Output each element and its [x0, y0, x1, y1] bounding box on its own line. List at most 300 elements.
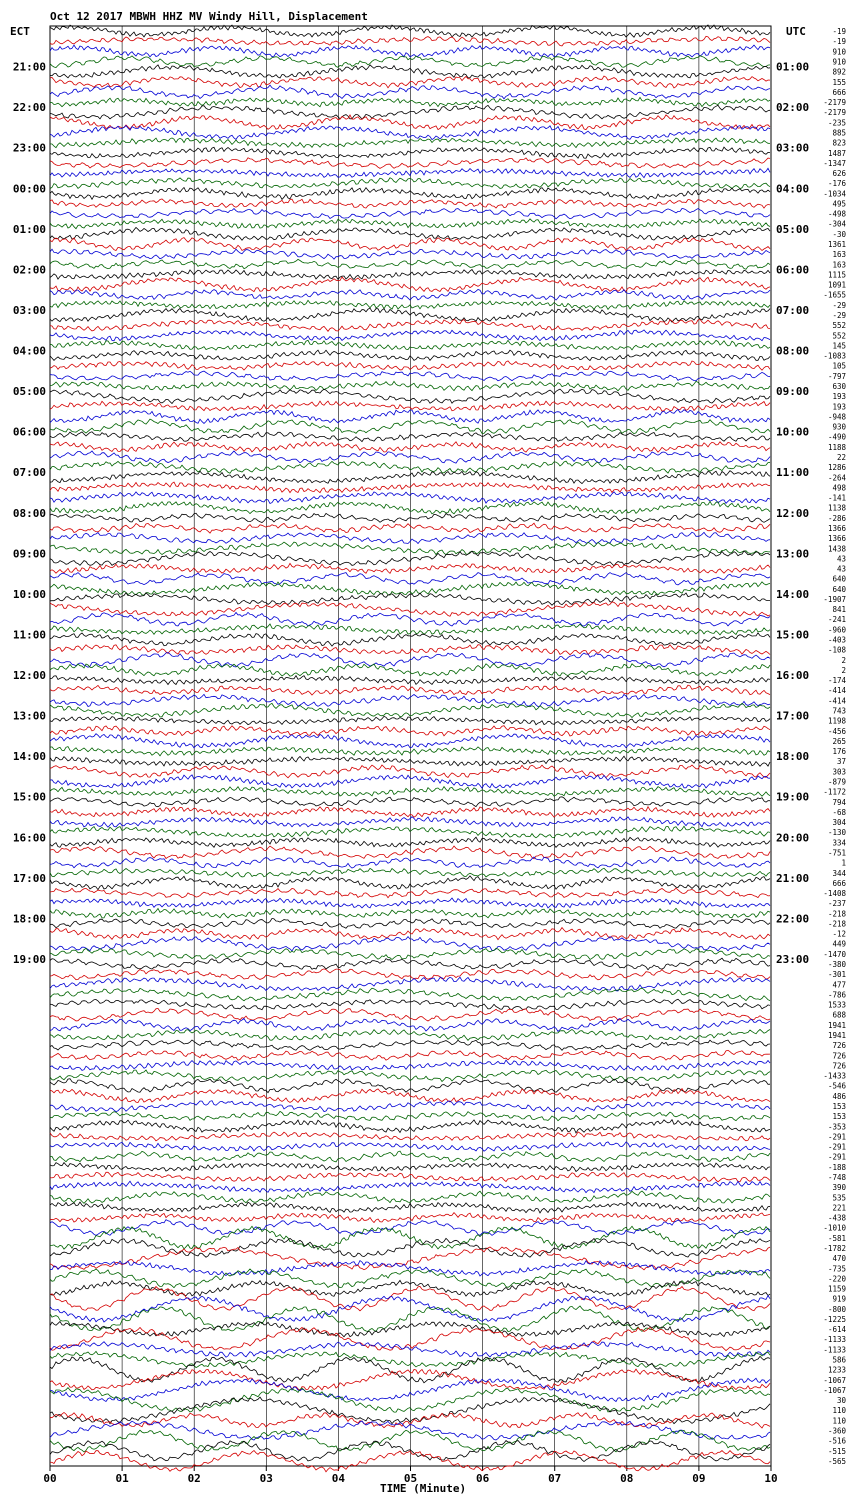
trace-offset-label: 110: [832, 1416, 846, 1426]
x-tick-label: 01: [115, 1472, 129, 1485]
trace-line: [50, 270, 770, 280]
x-tick-label: 07: [548, 1472, 562, 1485]
trace-line: [50, 787, 770, 797]
trace-line: [50, 977, 770, 991]
trace-offset-label: -1782: [823, 1243, 846, 1253]
trace-line: [50, 1397, 770, 1424]
left-hour-label: 08:00: [12, 506, 46, 520]
trace-offset-label: -581: [827, 1233, 846, 1243]
trace-offset-label: -360: [827, 1426, 846, 1436]
trace-offset-label: 630: [832, 382, 846, 391]
trace-offset-label: -301: [827, 970, 846, 980]
right-hour-label: 15:00: [776, 628, 810, 642]
trace-line: [50, 1213, 770, 1223]
trace-offset-label: 930: [832, 422, 846, 432]
trace-offset-label: 43: [836, 564, 846, 574]
trace-offset-label: -220: [827, 1274, 846, 1284]
trace-offset-label: -176: [827, 179, 846, 189]
trace-offset-label: 1366: [827, 523, 846, 533]
trace-offset-label: 495: [832, 199, 846, 209]
trace-line: [50, 361, 770, 370]
trace-offset-label: -546: [827, 1081, 846, 1091]
trace-line: [50, 958, 770, 970]
trace-line: [50, 602, 770, 616]
trace-line: [50, 928, 770, 940]
trace-offset-label: -286: [827, 513, 846, 523]
trace-line: [50, 115, 770, 130]
trace-offset-label: 153: [832, 1112, 846, 1122]
left-timezone-label: ECT: [10, 25, 30, 38]
trace-line: [50, 238, 770, 251]
trace-offset-label: -1347: [823, 158, 846, 168]
trace-offset-label: 265: [832, 736, 846, 746]
trace-offset-label: 193: [832, 392, 846, 402]
left-hour-label: 11:00: [12, 628, 46, 642]
trace-offset-label: 155: [832, 77, 846, 87]
trace-line: [50, 573, 770, 585]
trace-line: [50, 1356, 770, 1382]
x-axis-title: TIME (Minute): [380, 1482, 467, 1495]
trace-line: [50, 826, 770, 838]
trace-line: [50, 492, 770, 504]
trace-line: [50, 876, 770, 890]
trace-offset-label: 726: [832, 1041, 846, 1051]
trace-line: [50, 969, 770, 980]
left-hour-label: 17:00: [12, 871, 46, 885]
trace-line: [50, 1060, 770, 1070]
trace-offset-label: -1034: [823, 189, 846, 199]
trace-line: [50, 178, 770, 189]
trace-offset-label: 22: [836, 452, 846, 462]
left-hour-label: 18:00: [12, 912, 46, 926]
trace-offset-label: -735: [827, 1264, 846, 1274]
trace-line: [50, 126, 770, 140]
trace-offset-label: -241: [827, 615, 846, 625]
trace-line: [50, 501, 770, 513]
trace-line: [50, 308, 770, 322]
trace-line: [50, 1142, 770, 1151]
x-tick-label: 09: [692, 1472, 706, 1485]
trace-offset-label: -235: [827, 118, 846, 128]
trace-line: [50, 837, 770, 847]
trace-offset-label: 1115: [827, 270, 846, 280]
trace-offset-label: -291: [827, 1152, 846, 1162]
trace-offset-label: 153: [832, 1102, 846, 1111]
trace-line: [50, 25, 770, 37]
trace-line: [50, 1120, 770, 1133]
x-tick-label: 08: [620, 1472, 634, 1485]
trace-offset-label: -1408: [823, 889, 846, 899]
trace-offset-label: 726: [832, 1061, 846, 1071]
trace-offset-label: 1533: [827, 1000, 846, 1010]
trace-offset-label: -291: [827, 1132, 846, 1142]
right-hour-label: 12:00: [776, 506, 810, 520]
left-hour-label: 23:00: [12, 141, 46, 155]
trace-line: [50, 1111, 770, 1120]
trace-line: [50, 330, 770, 341]
trace-line: [50, 1151, 770, 1162]
trace-offset-label: -456: [827, 726, 846, 736]
trace-offset-label: 640: [832, 584, 846, 594]
trace-line: [50, 513, 770, 522]
trace-offset-label: -1433: [823, 1071, 846, 1081]
trace-offset-label: -1133: [823, 1345, 846, 1355]
trace-offset-label: -1133: [823, 1335, 846, 1345]
trace-line: [50, 563, 770, 573]
right-hour-label: 01:00: [776, 60, 810, 74]
trace-offset-label: -414: [827, 696, 846, 706]
trace-line: [50, 908, 770, 918]
trace-line: [50, 694, 770, 706]
trace-offset-label: 1159: [827, 1284, 846, 1294]
right-hour-label: 14:00: [776, 587, 810, 601]
trace-line: [50, 1220, 770, 1236]
trace-offset-label: 334: [832, 838, 846, 848]
trace-line: [50, 988, 770, 1001]
trace-offset-label: -438: [827, 1213, 846, 1223]
trace-offset-label: 470: [832, 1254, 846, 1264]
trace-line: [50, 451, 770, 463]
right-hour-label: 23:00: [776, 952, 810, 966]
trace-line: [50, 1322, 770, 1337]
trace-line: [50, 645, 770, 655]
x-tick-label: 03: [259, 1472, 273, 1485]
trace-offset-label: 1366: [827, 534, 846, 544]
trace-line: [50, 381, 770, 390]
trace-offset-label: 2: [841, 665, 846, 675]
trace-offset-label: 1: [841, 858, 846, 868]
trace-offset-label: 666: [832, 87, 846, 97]
left-hour-label: 09:00: [12, 547, 46, 561]
right-hour-label: 22:00: [776, 912, 810, 926]
trace-offset-label: 586: [832, 1355, 846, 1365]
trace-line: [50, 36, 770, 46]
trace-offset-label: 1361: [827, 240, 846, 250]
trace-line: [50, 716, 770, 724]
right-hour-label: 17:00: [776, 709, 810, 723]
right-hour-label: 11:00: [776, 466, 810, 480]
trace-offset-label: 221: [832, 1203, 846, 1213]
trace-line: [50, 105, 770, 119]
trace-offset-label: 1286: [827, 463, 846, 473]
trace-line: [50, 676, 770, 685]
x-tick-label: 02: [187, 1472, 201, 1485]
trace-line: [50, 775, 770, 788]
trace-line: [50, 1101, 770, 1112]
trace-line: [50, 249, 770, 259]
trace-line: [50, 756, 770, 766]
trace-line: [50, 1132, 770, 1141]
trace-offset-label: -12: [832, 929, 846, 939]
left-hour-label: 15:00: [12, 790, 46, 804]
trace-line: [50, 389, 770, 403]
trace-offset-label: 37: [836, 757, 846, 767]
trace-line: [50, 734, 770, 748]
left-hour-label: 01:00: [12, 222, 46, 236]
trace-line: [50, 797, 770, 807]
trace-line: [50, 410, 770, 424]
trace-line: [50, 1163, 770, 1172]
right-hour-label: 05:00: [776, 222, 810, 236]
trace-offset-label: -218: [827, 919, 846, 929]
trace-offset-label: 304: [832, 818, 846, 828]
trace-offset-label: 43: [836, 554, 846, 564]
trace-offset-label: -29: [832, 300, 846, 310]
trace-offset-label: -1083: [823, 351, 846, 361]
trace-offset-label: 193: [832, 402, 846, 412]
trace-line: [50, 633, 770, 646]
left-hour-label: 21:00: [12, 60, 46, 74]
trace-offset-label: 105: [832, 361, 846, 371]
trace-line: [50, 76, 770, 88]
right-hour-label: 07:00: [776, 303, 810, 317]
trace-offset-label: -414: [827, 686, 846, 696]
trace-offset-label: 303: [832, 767, 846, 777]
trace-offset-label: -515: [827, 1446, 846, 1456]
trace-offset-label: 176: [832, 747, 846, 757]
trace-offset-label: 910: [832, 57, 846, 67]
trace-line: [50, 471, 770, 484]
left-hour-label: 16:00: [12, 831, 46, 845]
trace-line: [50, 259, 770, 269]
trace-line: [50, 419, 770, 434]
trace-line: [50, 138, 770, 148]
trace-line: [50, 1306, 770, 1332]
trace-line: [50, 1181, 770, 1192]
trace-line: [50, 45, 770, 57]
right-hour-label: 21:00: [776, 871, 810, 885]
right-hour-label: 20:00: [776, 831, 810, 845]
trace-offset-label: -237: [827, 899, 846, 909]
trace-line: [50, 350, 770, 360]
left-hour-label: 12:00: [12, 669, 46, 683]
left-hour-label: 10:00: [12, 587, 46, 601]
left-hour-label: 04:00: [12, 344, 46, 358]
right-hour-label: 04:00: [776, 182, 810, 196]
trace-offset-label: -1907: [823, 594, 846, 604]
trace-offset-label: 110: [832, 1406, 846, 1416]
trace-line: [50, 188, 770, 200]
trace-offset-label: -353: [827, 1122, 846, 1132]
right-hour-label: 08:00: [776, 344, 810, 358]
left-hour-label: 14:00: [12, 750, 46, 764]
trace-line: [50, 209, 770, 219]
trace-line: [50, 846, 770, 859]
right-hour-label: 03:00: [776, 141, 810, 155]
trace-offset-label: 1138: [827, 503, 846, 513]
trace-line: [50, 300, 770, 309]
trace-line: [50, 653, 770, 668]
trace-line: [50, 1029, 770, 1040]
trace-offset-label: -141: [827, 493, 846, 503]
trace-line: [50, 948, 770, 959]
trace-line: [50, 97, 770, 106]
right-hour-label: 16:00: [776, 669, 810, 683]
left-hour-label: 19:00: [12, 952, 46, 966]
trace-offset-label: -948: [827, 412, 846, 422]
trace-line: [50, 1019, 770, 1032]
trace-line: [50, 1351, 770, 1367]
trace-line: [50, 888, 770, 898]
trace-line: [50, 158, 770, 169]
right-hour-label: 02:00: [776, 101, 810, 115]
trace-offset-label: 885: [832, 128, 846, 138]
trace-line: [50, 432, 770, 442]
trace-line: [50, 482, 770, 493]
trace-offset-label: 726: [832, 1051, 846, 1061]
trace-line: [50, 551, 770, 566]
trace-line: [50, 1070, 770, 1082]
trace-offset-label: 486: [832, 1091, 846, 1101]
trace-offset-label: 1198: [827, 716, 846, 726]
right-hour-label: 13:00: [776, 547, 810, 561]
trace-offset-label: -188: [827, 1162, 846, 1172]
trace-offset-label: -797: [827, 371, 846, 381]
trace-offset-label: 841: [832, 605, 846, 615]
trace-offset-label: -498: [827, 209, 846, 219]
trace-offset-label: 552: [832, 321, 846, 331]
trace-offset-label: 1438: [827, 544, 846, 554]
trace-offset-label: 823: [832, 138, 846, 148]
trace-line: [50, 228, 770, 241]
x-tick-label: 05: [403, 1472, 418, 1485]
trace-offset-label: 688: [832, 1010, 846, 1020]
trace-line: [50, 1202, 770, 1213]
trace-offset-label: -1655: [823, 290, 846, 300]
trace-offset-label: -879: [827, 777, 846, 787]
trace-offset-label: 535: [832, 1193, 846, 1203]
trace-line: [50, 1008, 770, 1021]
trace-line: [50, 624, 770, 635]
trace-line: [50, 817, 770, 828]
trace-offset-label: -174: [827, 676, 846, 686]
trace-offset-label: -565: [827, 1456, 846, 1466]
left-hour-label: 03:00: [12, 303, 46, 317]
trace-offset-label: -1067: [823, 1385, 846, 1395]
trace-line: [50, 1388, 770, 1413]
trace-line: [50, 726, 770, 736]
trace-offset-label: -19: [832, 37, 846, 47]
trace-offset-label: -264: [827, 473, 846, 483]
trace-line: [50, 542, 770, 555]
trace-offset-label: 1188: [827, 442, 846, 452]
trace-line: [50, 523, 770, 533]
trace-offset-label: -304: [827, 219, 846, 229]
trace-offset-label: -68: [832, 807, 846, 817]
left-hour-label: 06:00: [12, 425, 46, 439]
x-tick-label: 06: [475, 1472, 490, 1485]
trace-offset-label: -291: [827, 1142, 846, 1152]
trace-offset-label: -1172: [823, 787, 846, 797]
trace-line: [50, 199, 770, 208]
trace-line: [50, 765, 770, 778]
trace-line: [50, 340, 770, 350]
trace-offset-label: -218: [827, 909, 846, 919]
trace-line: [50, 371, 770, 381]
trace-offset-label: 640: [832, 574, 846, 584]
trace-offset-label: 477: [832, 980, 846, 990]
trace-line: [50, 85, 770, 99]
chart-title: Oct 12 2017 MBWH HHZ MV Windy Hill, Displacement: [50, 10, 368, 23]
trace-offset-label: 892: [832, 67, 846, 77]
x-tick-label: 04: [331, 1472, 346, 1485]
trace-line: [50, 1261, 770, 1276]
trace-offset-label: -403: [827, 635, 846, 645]
trace-line: [50, 219, 770, 229]
left-hour-label: 07:00: [12, 466, 46, 480]
trace-line: [50, 277, 770, 292]
trace-offset-label: 1091: [827, 280, 846, 290]
trace-offset-label: -108: [827, 645, 846, 655]
trace-line: [50, 532, 770, 543]
trace-line: [50, 593, 770, 605]
trace-line: [50, 703, 770, 717]
left-hour-label: 05:00: [12, 385, 46, 399]
trace-line: [50, 1342, 770, 1358]
trace-offset-label: -490: [827, 432, 846, 442]
trace-offset-label: -130: [827, 828, 846, 838]
trace-offset-label: 794: [832, 797, 846, 807]
trace-offset-label: -1067: [823, 1375, 846, 1385]
trace-offset-label: 498: [832, 483, 846, 493]
trace-line: [50, 1172, 770, 1182]
trace-line: [50, 290, 770, 301]
right-hour-label: 09:00: [776, 385, 810, 399]
trace-offset-label: -19: [832, 27, 846, 37]
trace-offset-label: -960: [827, 625, 846, 635]
trace-line: [50, 898, 770, 908]
trace-offset-label: 1941: [827, 1020, 846, 1030]
left-hour-label: 13:00: [12, 709, 46, 723]
trace-offset-label: -2179: [823, 108, 846, 118]
trace-line: [50, 937, 770, 951]
right-timezone-label: UTC: [786, 25, 806, 38]
trace-line: [50, 1191, 770, 1203]
trace-line: [50, 868, 770, 877]
trace-line: [50, 1430, 770, 1452]
trace-offset-label: 163: [832, 260, 846, 270]
trace-offset-label: -516: [827, 1436, 846, 1446]
trace-line: [50, 685, 770, 695]
trace-offset-label: 344: [832, 868, 846, 878]
trace-offset-label: -1225: [823, 1314, 846, 1324]
trace-offset-label: 1233: [827, 1365, 846, 1375]
trace-offset-label: 919: [832, 1294, 846, 1304]
trace-offset-label: -29: [832, 311, 846, 321]
trace-offset-label: 1487: [827, 148, 846, 158]
trace-line: [50, 442, 770, 452]
trace-offset-label: 390: [832, 1183, 846, 1193]
trace-offset-label: -30: [832, 229, 846, 239]
trace-line: [50, 857, 770, 868]
trace-offset-label: -380: [827, 960, 846, 970]
trace-line: [50, 1050, 770, 1060]
trace-line: [50, 1269, 770, 1288]
trace-line: [50, 807, 770, 818]
trace-offset-label: 2: [841, 655, 846, 665]
x-tick-label: 00: [43, 1472, 57, 1485]
right-hour-label: 19:00: [776, 790, 810, 804]
trace-offset-label: 1941: [827, 1031, 846, 1041]
trace-offset-label: 30: [836, 1396, 846, 1406]
trace-offset-label: 552: [832, 331, 846, 341]
left-hour-label: 00:00: [12, 182, 46, 196]
trace-offset-label: -1470: [823, 949, 846, 959]
left-hour-label: 22:00: [12, 101, 46, 115]
trace-offset-label: -800: [827, 1304, 846, 1314]
trace-offset-label: 666: [832, 878, 846, 888]
trace-offset-label: 743: [832, 706, 846, 716]
